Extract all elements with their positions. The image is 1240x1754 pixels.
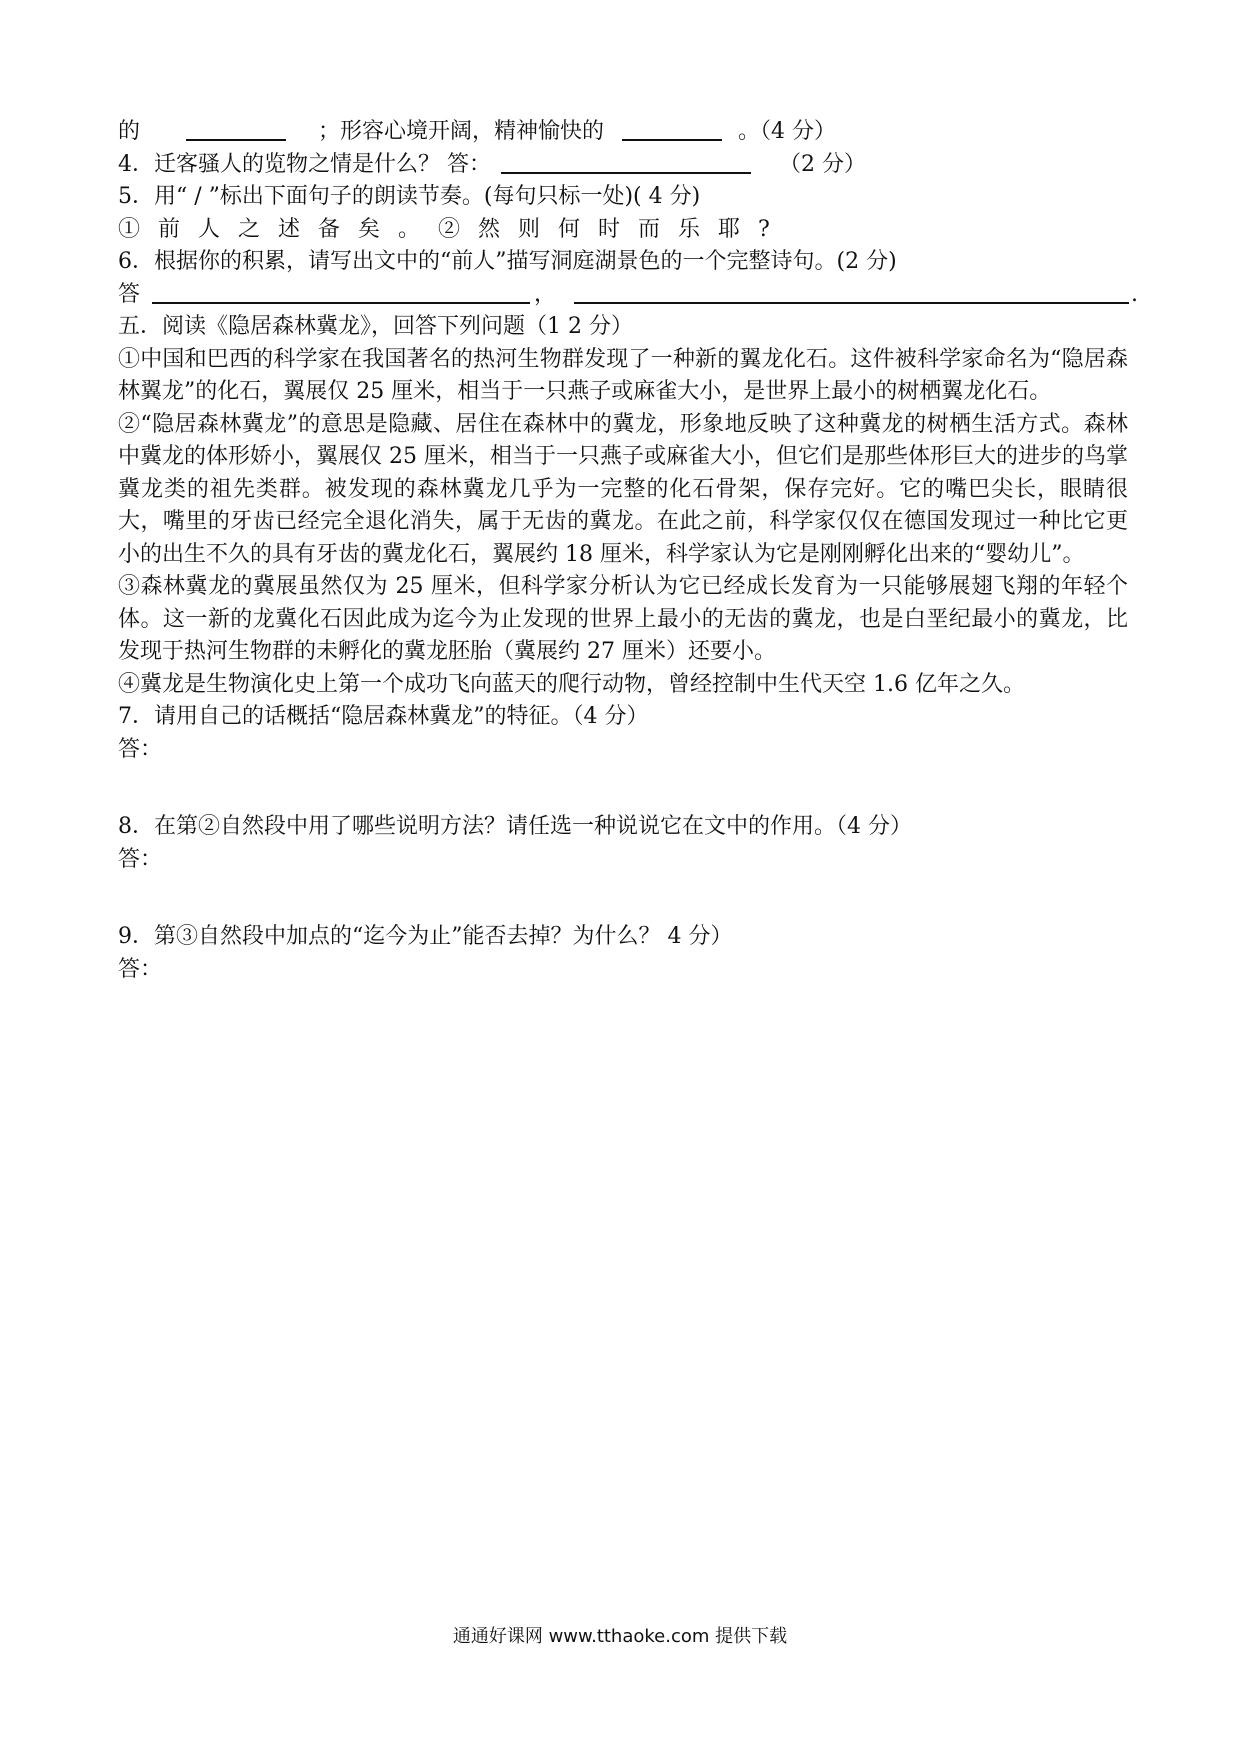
q7-text: 7．请用自己的话概括“隐居森林冀龙”的特征。（4 分） [118,704,649,729]
q9-text: 9．第③自然段中加点的“迄今为止”能否去掉？为什么？ 4 分） [118,924,733,949]
q9-answer-label: 答： [118,956,163,982]
passage-paragraph-4: ④冀龙是生物演化史上第一个成功飞向蓝天的爬行动物，曾经控制中生代天空 1.6 亿年之久。 [118,671,1025,697]
q7-answer-area[interactable] [118,734,1128,767]
q7-answer-label: 答： [118,736,163,762]
passage-paragraph-3: ③森林冀龙的冀展虽然仅为 25 厘米，但科学家分析认为它已经成长发育为一只能够展翅飞翔的年轻个体。这一新的龙冀化石因此成为迄今为止发现的世界上最小的无齿的冀龙，也是白垩纪最小的冀龙，比发现于热河生物群的未孵化的冀龙胚胎（冀展约 27 厘米）还要小。 [118,574,1128,664]
question-5-sentences [118,214,1128,247]
passage-paragraph-1: ①中国和巴西的科学家在我国著名的热河生物群发现了一种新的翼龙化石。这件被科学家命名为“隐居森林翼龙”的化石，翼展仅 25 厘米，相当于一只燕子或麻雀大小，是世界上最小的树栖翼龙化石。 [118,346,1128,404]
passage-paragraph-2: ②“隐居森林冀龙”的意思是隐藏、居住在森林中的冀龙，形象地反映了这种冀龙的树栖生活方式。森林中冀龙的体形娇小，翼展仅 25 厘米，相当于一只燕子或麻雀大小，但它们是那些体形巨大的进步的鸟掌冀龙类的祖先类群。被发现的森林冀龙几乎为一完整的化石骨架，保存完好。它的嘴巴尖长，眼睛很大，嘴里的牙齿已经完全退化消失，属于无齿的冀龙。在此之前，科学家仅仅在德国发现过一种比它更小的出生不久的具有牙齿的冀龙化石，翼展约 18 厘米，科学家认为它是刚刚孵化出来的“婴幼儿”。 [118,411,1128,567]
answer-blank-2[interactable] [622,117,722,141]
q5-text: 5．用“ / ”标出下面句子的朗读节奏。(每句只标一处)( 4 分) [118,184,701,209]
question-8 [118,811,1128,844]
question-9 [118,921,1128,954]
question-6-answer [118,279,1139,312]
question-4 [118,149,1128,182]
question-6 [118,246,1128,279]
answer-blank-1[interactable] [186,117,286,141]
q6-period: . [1131,281,1139,307]
q5-sentence-2: ②然则何时而乐耶? [438,216,788,242]
q6-text: 6．根据你的积累，请写出文中的“前人”描写洞庭湖景色的一个完整诗句。(2 分) [118,249,897,274]
q4-score: （2 分） [779,151,866,177]
q5-sentence-1: ①前人之述备矣。 [118,216,439,242]
q8-answer-label: 答： [118,846,163,872]
question-3-tail [118,116,1128,149]
q3-suffix: 。（4 分） [738,119,837,144]
answer-blank-q4[interactable] [501,150,751,174]
question-7 [118,701,1128,734]
q3-prefix: 的 [118,119,141,144]
answer-blank-q6-second[interactable] [574,280,1129,304]
q9-answer-area[interactable] [118,954,1128,987]
q6-comma: ， [534,281,557,307]
q8-answer-area[interactable] [118,844,1128,877]
q8-text: 8．在第②自然段中用了哪些说明方法？请任选一种说说它在文中的作用。（4 分） [118,814,912,839]
q6-answer-prefix: 答 [118,281,141,307]
q4-text: 4．迁客骚人的览物之情是什么？ 答： [118,151,491,177]
page-footer: 通通好课网 www.tthaoke.com 提供下载 [452,1626,788,1647]
answer-blank-q6-first[interactable] [152,280,530,304]
question-5 [118,181,1128,214]
section-5-title [118,311,1128,344]
section-5-title-text: 五．阅读《隐居森林冀龙》，回答下列问题（1 2 分） [118,314,633,339]
exam-content [118,116,1139,986]
q3-middle: ；形容心境开阔，精神愉快的 [318,119,605,144]
